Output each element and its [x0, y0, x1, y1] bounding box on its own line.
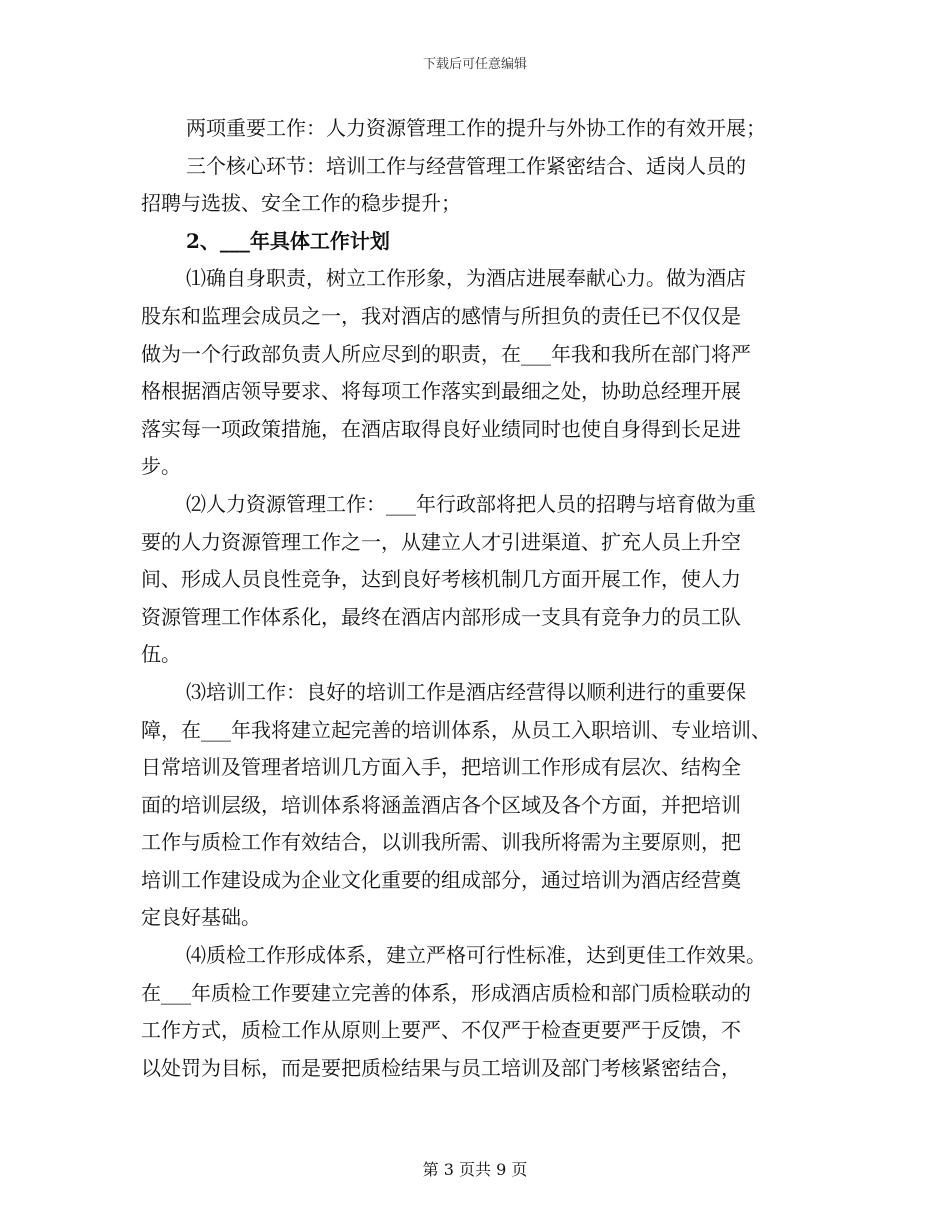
text-line: ⑶培训工作：良好的培训工作是酒店经营得以顺利进行的重要保: [186, 679, 746, 704]
section-heading: 2、___年具体工作计划: [186, 228, 390, 253]
text-line: 资源管理工作体系化，最终在酒店内部形成一支具有竞争力的员工队: [141, 604, 741, 629]
text-line: 要的人力资源管理工作之一，从建立人才引进渠道、扩充人员上升空: [141, 529, 741, 554]
text-line: 股东和监理会成员之一，我对酒店的感情与所担负的责任已不仅仅是: [141, 303, 741, 328]
text-line: 格根据酒店领导要求、将每项工作落实到最细之处，协助总经理开展: [141, 379, 741, 404]
text-line: 障，在___年我将建立起完善的培训体系，从员工入职培训、专业培训、: [141, 717, 771, 742]
text-line: 工作与质检工作有效结合，以训我所需、训我所将需为主要原则，把: [141, 830, 741, 855]
page-footer: 第 3 页共 9 页: [422, 1160, 528, 1179]
text-line: 以处罚为目标，而是要把质检结果与员工培训及部门考核紧密结合，: [141, 1055, 741, 1080]
text-line: 伍。: [141, 642, 181, 667]
text-line: 招聘与选拔、安全工作的稳步提升；: [141, 191, 461, 216]
document-body: [141, 110, 817, 1087]
text-line: ⑵人力资源管理工作：___年行政部将把人员的招聘与培育做为重: [186, 491, 756, 516]
text-line: 步。: [141, 454, 181, 479]
text-line: 日常培训及管理者培训几方面入手，把培训工作形成有层次、结构全: [141, 755, 741, 780]
text-line: 间、形成人员良性竞争，达到良好考核机制几方面开展工作，使人力: [141, 567, 741, 592]
text-line: 在___年质检工作要建立完善的体系，形成酒店质检和部门质检联动的: [141, 980, 751, 1005]
text-line: 三个核心环节：培训工作与经营管理工作紧密结合、适岗人员的: [186, 153, 746, 178]
text-line: ⑴确自身职责，树立工作形象，为酒店进展奉献心力。做为酒店: [186, 266, 746, 291]
text-line: 面的培训层级，培训体系将涵盖酒店各个区域及各个方面，并把培训: [141, 792, 741, 817]
text-line: ⑷质检工作形成体系，建立严格可行性标准，达到更佳工作效果。: [186, 943, 766, 968]
text-line: 两项重要工作：人力资源管理工作的提升与外协工作的有效开展；: [186, 116, 766, 140]
text-line: 定良好基础。: [141, 905, 261, 930]
text-line: 做为一个行政部负责人所应尽到的职责，在___年我和我所在部门将严: [141, 341, 751, 366]
text-line: 工作方式，质检工作从原则上要严、不仅严于检查更要严于反馈，不: [141, 1018, 741, 1043]
text-line: 落实每一项政策措施，在酒店取得良好业绩同时也使自身得到长足进: [141, 416, 741, 441]
text-line: 培训工作建设成为企业文化重要的组成部分，通过培训为酒店经营奠: [141, 867, 741, 892]
page-header: 下载后可任意编辑: [422, 57, 527, 72]
